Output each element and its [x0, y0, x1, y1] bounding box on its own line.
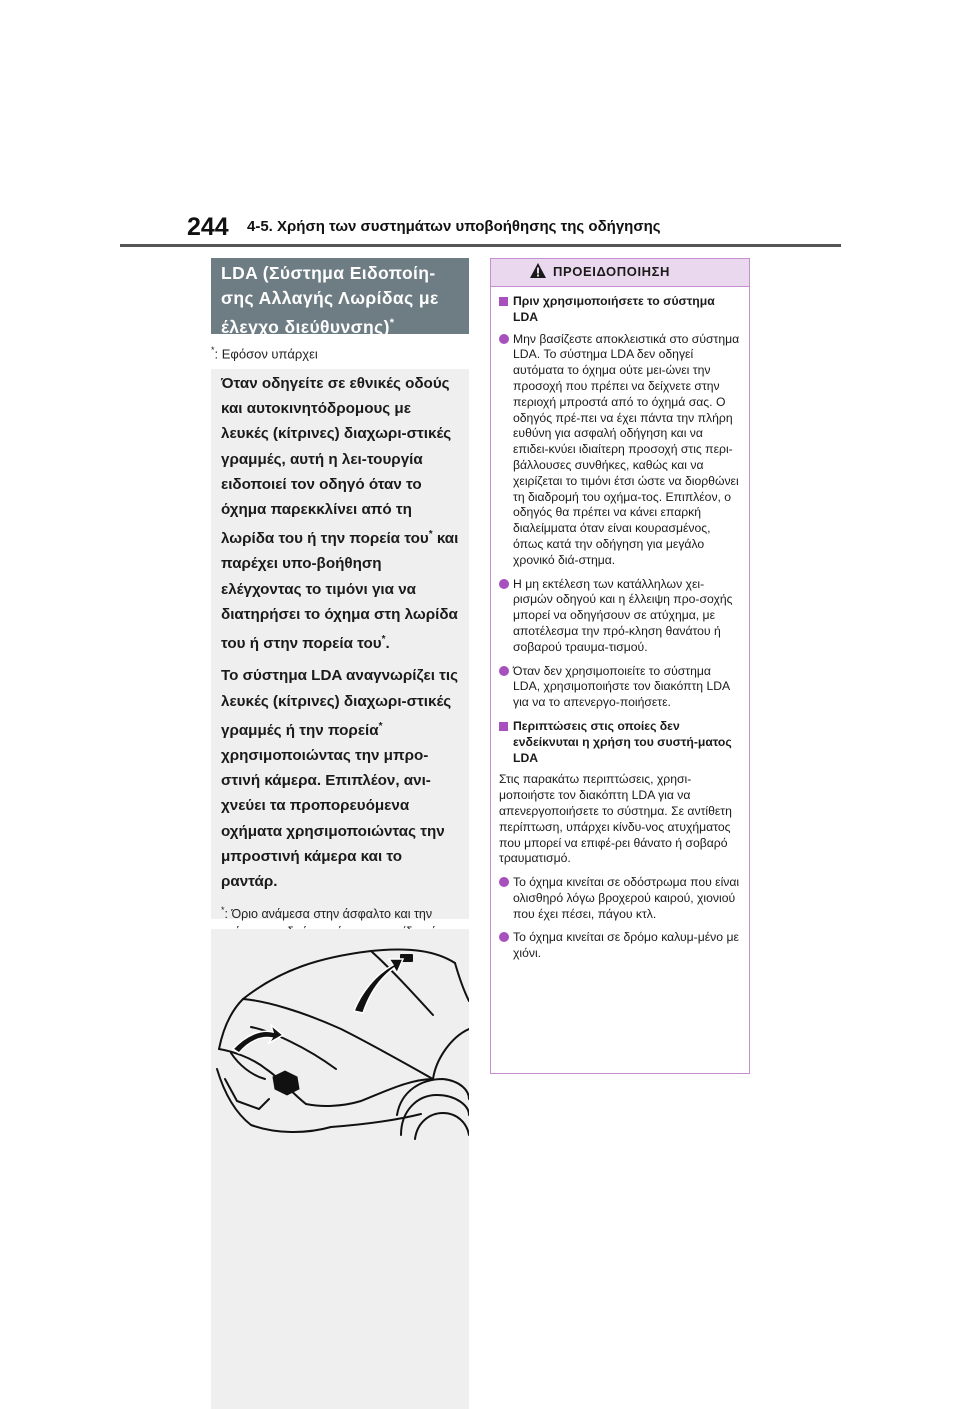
- warning-heading-1: Πριν χρησιμοποιήσετε το σύστημα LDA: [499, 294, 741, 326]
- intro-paragraph-2: Το σύστημα LDA αναγνωρίζει τις λευκές (κίτρινες) διαχωρι-στικές γραμμές ή την πορεία* χρησιμοποιώντας την μπρο-στινή κάμερα. Επιπλέον, ανι-χνεύει τα προπορευόμενα οχήματα χρησιμοποιώντας την μπροστινή κάμερα και το ραντάρ.: [221, 667, 459, 891]
- warning-bullet-2: Η μη εκτέλεση των κατάλληλων χει-ρισμών οδηγού και η έλλειψη προ-σοχής μπορεί να οδηγήσουν σε ατύχημα, με αποτέλεσμα την πρό-κληση θανάτου ή σοβαρού τραυμα-τισμού.: [499, 577, 741, 656]
- warning-paragraph: Στις παρακάτω περιπτώσεις, χρησι-μοποιήστε τον διακόπτη LDA για να απενεργοποιήσετε το σύστημα. Σε αντίθετη περίπτωση, υπάρχει κίνδυ-νος ατυχήματος που μπορεί να επιφέ-ρει θάνατο ή σοβαρό τραυματισμό.: [499, 772, 732, 866]
- page-number: 244: [187, 213, 229, 241]
- car-front-camera-radar-icon: [211, 929, 469, 1409]
- availability-note: *: Εφόσον υπάρχει: [211, 345, 318, 362]
- warning-bullet-4: Το όχημα κινείται σε οδόστρωμα που είναι ολισθηρό λόγω βροχερού καιρού, χιονιού που έχει πέσει, πάγου κτλ.: [499, 875, 741, 922]
- intro-footnote: *: Όριο ανάμεσα στην άσφαλτο και την: [221, 905, 433, 922]
- warning-body: [491, 287, 749, 962]
- intro-box: [211, 369, 469, 922]
- intro-paragraph-1: Όταν οδηγείτε σε εθνικές οδούς και αυτοκινητόδρομους με λευκές (κίτρινες) διαχωρι-στικές γραμμές, αυτή η λει-τουργία ειδοποιεί τον οδηγό όταν το όχημα παρεκκλίνει από τη λωρίδα του ή την πορεία του* και παρέχει υπο-βοήθηση ελέγχοντας το τιμόνι για να διατηρήσει το όχημα στη λωρίδα του ή στην πορεία του*.: [221, 375, 459, 653]
- header-rule: [120, 244, 841, 247]
- warning-title: ΠΡΟΕΙΔΟΠΟΙΗΣΗ: [553, 264, 671, 279]
- warning-heading-2: Περιπτώσεις στις οποίες δεν ενδείκνυται η χρήση του συστή-ματος LDA: [499, 719, 741, 766]
- warning-bullet-3: Όταν δεν χρησιμοποιείτε το σύστημα LDA, χρησιμοποιήστε τον διακόπτη LDA για να το απενεργο-ποιήσετε.: [499, 664, 741, 711]
- chapter-title: 4-5. Χρήση των συστημάτων υποβοήθησης της οδήγησης: [247, 218, 661, 235]
- warning-bullet-1: Μην βασίζεστε αποκλειστικά στο σύστημα LDA. Το σύστημα LDA δεν οδηγεί αυτόματα το όχημα ούτε μει-ώνει την προσοχή που πρέπει να δείχνετε στην περιοχή μπροστά από το όχημά σας. Ο οδηγός πρέ-πει να έχει πάντα την πλήρη ευθύνη για ασφαλή οδήγηση και να επιδει-κνύει ιδιαίτερη προσοχή στις περι-βάλλουσες συνθήκες, καθώς και να χειρίζεται το τιμόνι έτσι ώστε να διορθώνει τη διαδρομή του οχήμα-τος. Επιπλέον, ο οδηγός θα πρέπει να κάνει επαρκή διαλείμματα όταν είναι κουρασμένος, όπως κατά την οδήγηση για μεγάλο χρονικό διά-στημα.: [499, 332, 741, 569]
- section-title: LDA (Σύστημα Ειδοποίη-σης Αλλαγής Λωρίδας με έλεγχο διεύθυνσης)*: [211, 258, 469, 334]
- warning-header: [491, 259, 749, 287]
- warning-triangle-icon: [529, 262, 547, 279]
- car-illustration: [211, 929, 469, 1409]
- warning-box: [490, 258, 750, 1074]
- warning-bullet-5: Το όχημα κινείται σε δρόμο καλυμ-μένο με χιόνι.: [499, 930, 741, 962]
- page-header: [187, 213, 847, 245]
